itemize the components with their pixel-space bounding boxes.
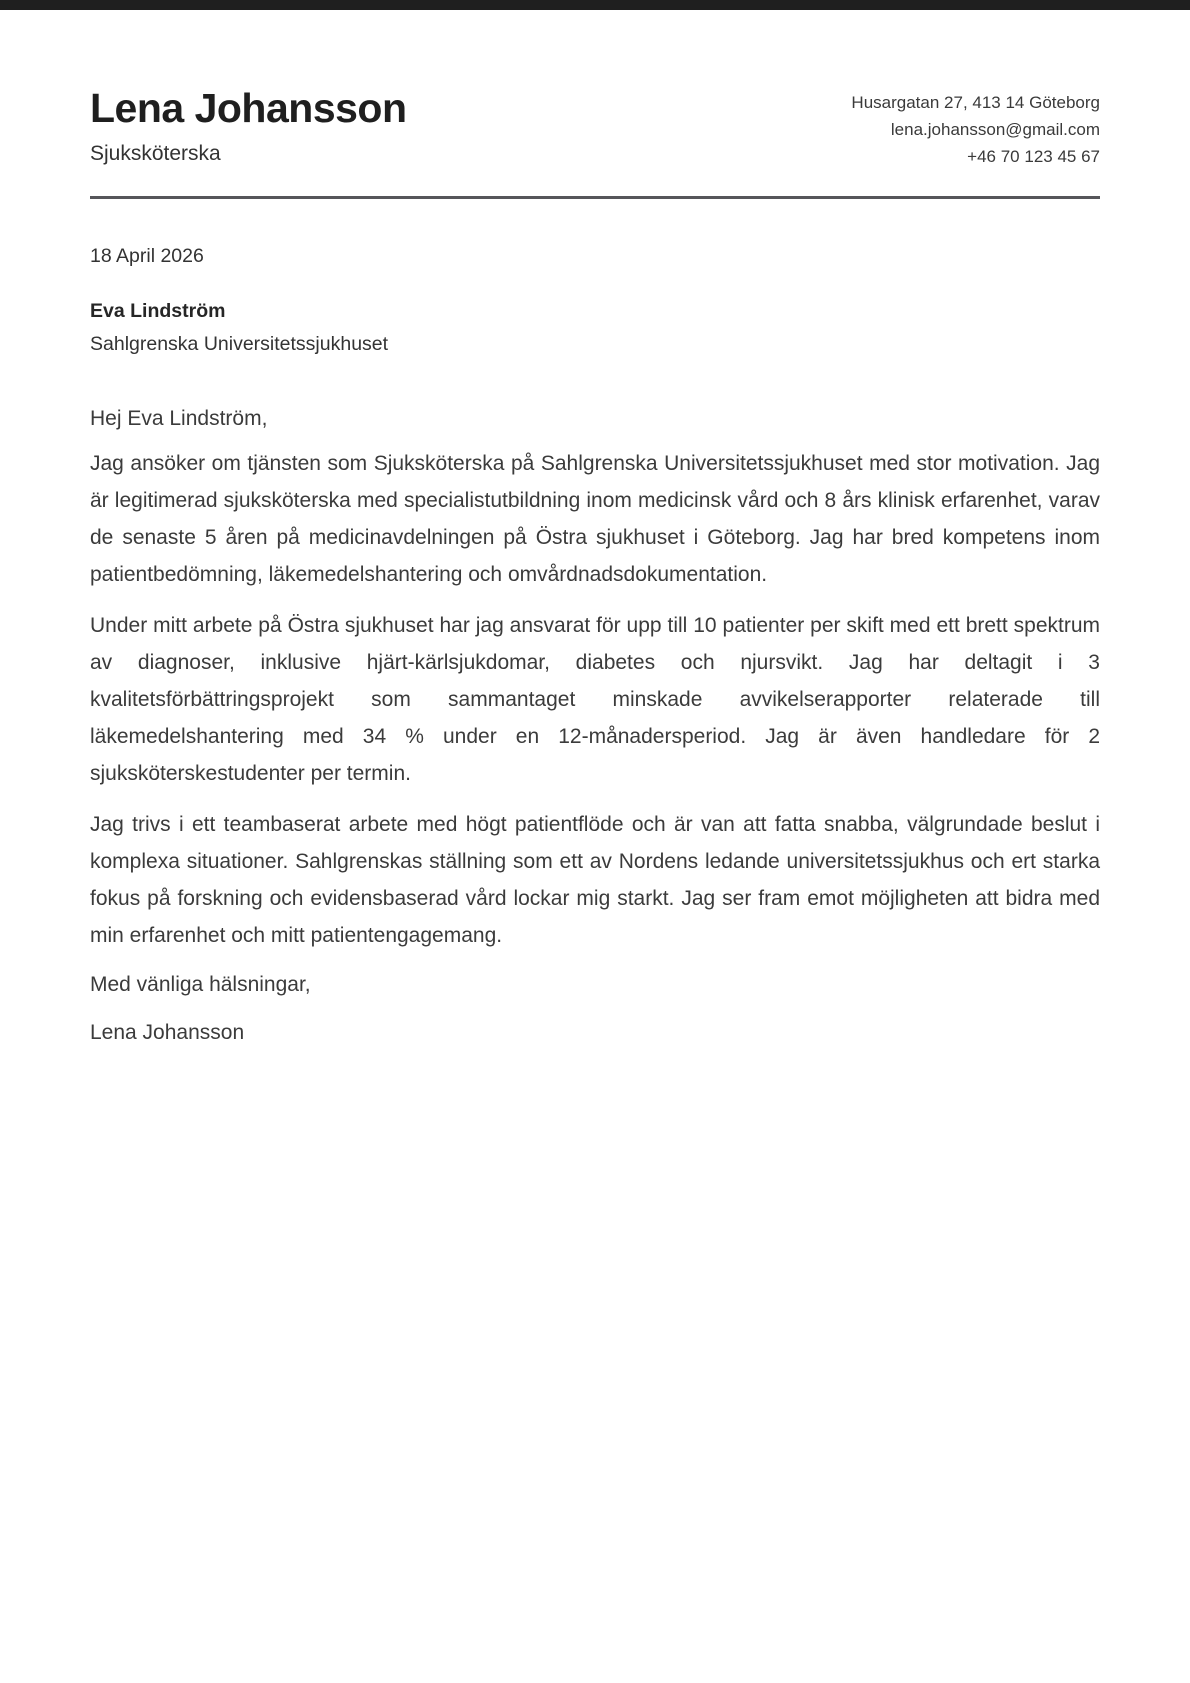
letter-paragraph: Jag trivs i ett teambaserat arbete med högt patientflöde och är van att fatta snabba, välgrundade beslut i komplexa situationer. Sahlgrenskas ställning som ett av Nordens ledande universitetssjukhus och ert starka fokus på forskning och evidensbaserad vård lockar mig starkt. Jag ser fram emot möjligheten att bidra med min erfarenhet och mitt patientengagemang. (90, 813, 1100, 947)
letter-paragraph: Jag ansöker om tjänsten som Sjuksköterska på Sahlgrenska Universitetssjukhuset med stor motivation. Jag är legitimerad sjuksköterska med specialistutbildning inom medicinsk vård och 8 års klinisk erfarenhet, varav de senaste 5 åren på medicinavdelningen på Östra sjukhuset i Göteborg. Jag har bred kompetens inom patientbedömning, läkemedelshantering och omvårdnadsdokumentation. (90, 452, 1100, 586)
contact-phone: +46 70 123 45 67 (967, 147, 1100, 166)
page-top-accent-bar (0, 0, 1190, 10)
letter-header (90, 86, 1100, 199)
contact-email: lena.johansson@gmail.com (890, 120, 1100, 139)
letter-content (0, 10, 1190, 1051)
recipient-block (90, 295, 1100, 361)
letter-greeting: Hej Eva Lindström, (90, 407, 268, 430)
contact-address: Husargatan 27, 413 14 Göteborg (851, 93, 1100, 112)
recipient-organization: Sahlgrenska Universitetssjukhuset (90, 333, 389, 355)
sender-job-title: Sjuksköterska (90, 142, 221, 166)
letter-body (90, 445, 1100, 954)
letter-paragraph: Under mitt arbete på Östra sjukhuset har jag ansvarat för upp till 10 patienter per skift med ett brett spektrum av diagnoser, inklusive hjärt-kärlsjukdomar, diabetes och njursvikt. Jag har deltagit i 3 kvalitetsförbättringsprojekt som sammantaget minskade avvikelserapporter relaterade till läkemedelshantering med 34 % under en 12-månadersperiod. Jag är även handledare för 2 sjuksköterskestudenter per termin. (90, 614, 1100, 785)
letter-closing: Med vänliga hälsningar, (90, 973, 311, 996)
contact-block (851, 86, 1100, 170)
identity-block (90, 86, 407, 166)
letter-signature: Lena Johansson (90, 1021, 245, 1044)
recipient-name: Eva Lindström (90, 300, 226, 322)
letter-date: 18 April 2026 (90, 245, 204, 267)
sender-name: Lena Johansson (90, 85, 407, 131)
